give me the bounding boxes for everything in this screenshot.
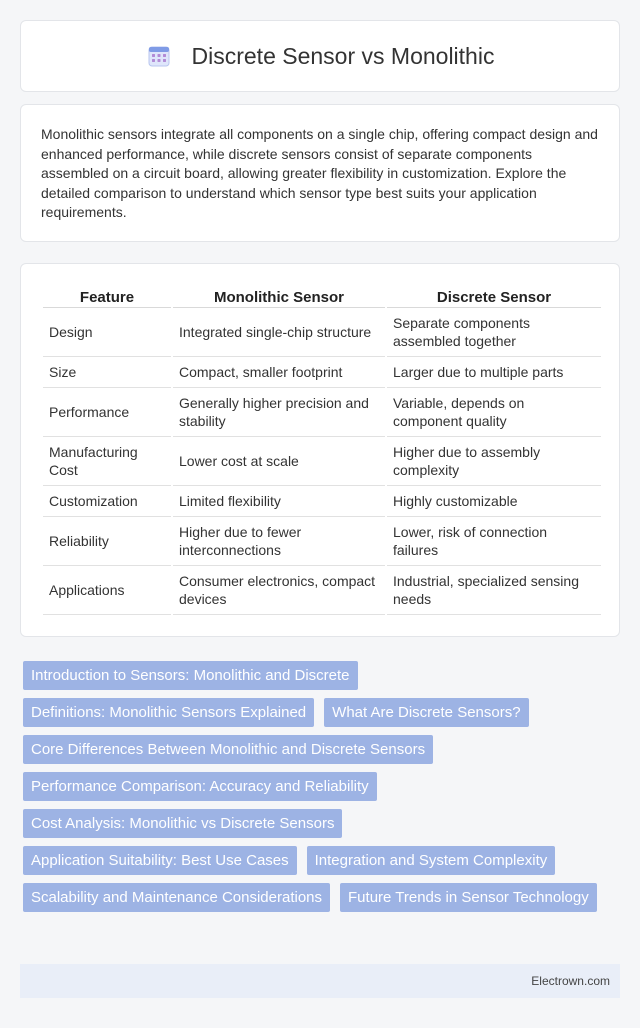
discrete-cell: Higher due to assembly complexity [387, 437, 601, 486]
monolithic-cell: Compact, smaller footprint [173, 357, 385, 388]
monolithic-cell: Consumer electronics, compact devices [173, 566, 385, 615]
topic-link-definitions[interactable]: Definitions: Monolithic Sensors Explained [23, 698, 314, 727]
table-row [43, 486, 601, 517]
feature-cell: Performance [43, 388, 171, 437]
feature-cell: Customization [43, 486, 171, 517]
topic-link-integration[interactable]: Integration and System Complexity [307, 846, 556, 875]
feature-cell: Design [43, 308, 171, 357]
topic-link-scalability[interactable]: Scalability and Maintenance Considerations [23, 883, 330, 912]
topic-link-introduction[interactable]: Introduction to Sensors: Monolithic and Discrete [23, 661, 358, 690]
page-title: Discrete Sensor vs Monolithic [191, 42, 495, 69]
feature-cell: Manufacturing Cost [43, 437, 171, 486]
topic-link-cost-analysis[interactable]: Cost Analysis: Monolithic vs Discrete Sensors [23, 809, 342, 838]
monolithic-cell: Lower cost at scale [173, 437, 385, 486]
feature-cell: Applications [43, 566, 171, 615]
table-row [43, 437, 601, 486]
intro-card [20, 104, 620, 242]
topic-link-discrete-sensors[interactable]: What Are Discrete Sensors? [324, 698, 528, 727]
table-row [43, 517, 601, 566]
intro-text: Monolithic sensors integrate all components on a single chip, offering compact design and enhanced performance, while discrete sensors consist of separate components assembled on a circuit board, allowing greater flexibility in customization. Explore the detailed comparison to understand which sensor type best suits your application requirements. [41, 126, 598, 220]
topic-link-future-trends[interactable]: Future Trends in Sensor Technology [340, 883, 597, 912]
header-discrete: Discrete Sensor [387, 284, 601, 308]
topic-link-performance[interactable]: Performance Comparison: Accuracy and Reliability [23, 772, 377, 801]
monolithic-cell: Limited flexibility [173, 486, 385, 517]
discrete-cell: Highly customizable [387, 486, 601, 517]
monolithic-cell: Integrated single-chip structure [173, 308, 385, 357]
comparison-table [41, 284, 603, 615]
footer [20, 964, 620, 998]
topic-links [23, 661, 623, 920]
topic-link-core-differences[interactable]: Core Differences Between Monolithic and Discrete Sensors [23, 735, 433, 764]
discrete-cell: Lower, risk of connection failures [387, 517, 601, 566]
monolithic-cell: Generally higher precision and stability [173, 388, 385, 437]
monolithic-cell: Higher due to fewer interconnections [173, 517, 385, 566]
calendar-grid-icon [146, 43, 172, 69]
feature-cell: Reliability [43, 517, 171, 566]
discrete-cell: Variable, depends on component quality [387, 388, 601, 437]
title-card [20, 20, 620, 92]
comparison-table-card [20, 263, 620, 637]
table-row [43, 566, 601, 615]
topic-link-application[interactable]: Application Suitability: Best Use Cases [23, 846, 297, 875]
table-row [43, 357, 601, 388]
table-header-row [43, 284, 601, 308]
header-feature: Feature [43, 284, 171, 308]
table-row [43, 388, 601, 437]
header-monolithic: Monolithic Sensor [173, 284, 385, 308]
footer-site: Electrown.com [531, 974, 610, 988]
discrete-cell: Industrial, specialized sensing needs [387, 566, 601, 615]
table-row [43, 308, 601, 357]
feature-cell: Size [43, 357, 171, 388]
discrete-cell: Separate components assembled together [387, 308, 601, 357]
discrete-cell: Larger due to multiple parts [387, 357, 601, 388]
